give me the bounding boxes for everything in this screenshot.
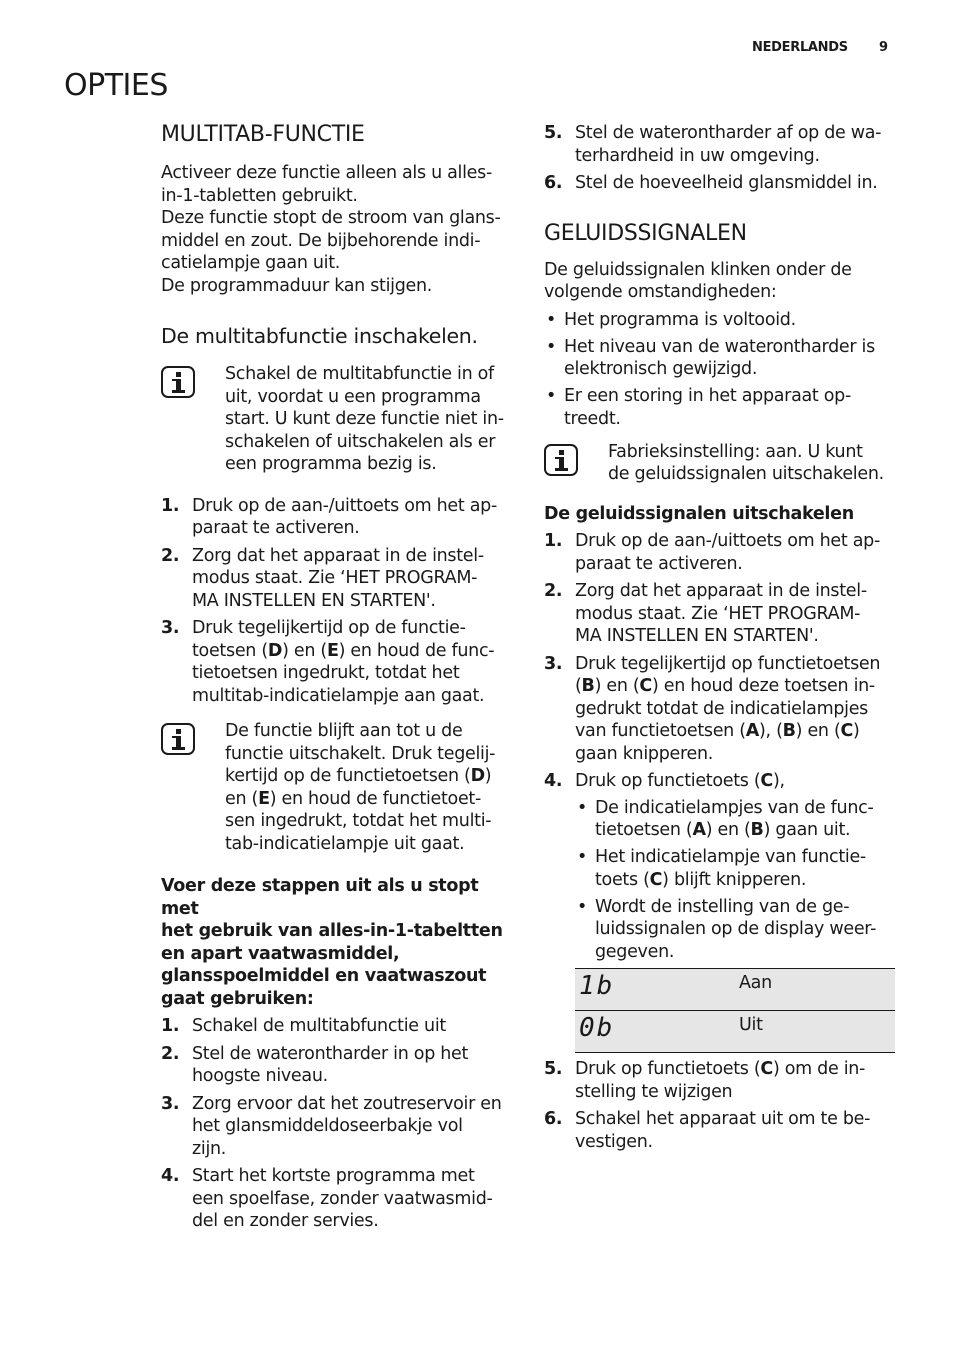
- page-title: OPTIES: [64, 68, 168, 103]
- list-item: 1. Druk op de aan-/uittoets om het ap- paraat te activeren.: [161, 495, 497, 538]
- info-note: De functie blijft aan tot u de functie uitschakelt. Druk tegelij- kertijd op de functietoetsen (D) en (E) en houd de functietoet- sen ingedrukt, totdat het multi- tab-indicatielampje uit gaat.: [161, 720, 521, 855]
- info-note: Schakel de multitabfunctie in of uit, voordat u een programma start. U kunt deze functie niet in- schakelen of uitschakelen als er een programma bezig is.: [161, 363, 521, 476]
- geluid-conditions: [544, 309, 904, 431]
- list-item: 4. Druk op functietoets (C), • De indicatielampjes van de func- tietoetsen (A) en (B) gaan uit. • Het indicatielampje van functie- toets (C) blijft knipperen. • Wordt de instelling van de ge- luidssignalen op de display weer- gegeven.: [544, 770, 904, 963]
- enable-steps: [161, 495, 521, 708]
- list-item: 1. Druk op de aan-/uittoets om het ap- paraat te activeren.: [544, 531, 880, 574]
- info-icon: [544, 444, 578, 476]
- continued-steps: [544, 122, 904, 195]
- step4-sub-bullets: [575, 797, 904, 964]
- list-item: 1. Schakel de multitabfunctie uit: [161, 1016, 446, 1036]
- stop-multitab-heading: Voer deze stappen uit als u stopt met het gebruik van alles-in-1-tabeltten en apart vaatwasmiddel, glansspoelmiddel en vaatwaszout gaat gebruiken:: [161, 876, 503, 1009]
- stop-steps: [161, 1015, 521, 1233]
- geluid-off-heading: De geluidssignalen uitschakelen: [544, 503, 854, 524]
- info-icon: [161, 366, 195, 398]
- list-item: • Het niveau van de waterontharder is elektronisch gewijzigd.: [546, 336, 875, 379]
- right-column: [544, 122, 904, 1158]
- multitab-intro: Activeer deze functie alleen als u alles- in-1-tabletten gebruikt. Deze functie stopt de stroom van glans- middel en zout. De bijbehorende indi- catielampje gaan uit. De programmaduur kan stijgen.: [161, 163, 501, 296]
- list-item: • Wordt de instelling van de ge- luidssignalen op de display weer- gegeven.: [577, 896, 877, 962]
- list-item: 3. Zorg ervoor dat het zoutreservoir en het glansmiddeldoseerbakje vol zijn.: [161, 1093, 502, 1159]
- display-table: [575, 968, 895, 1053]
- list-item: 5. Stel de waterontharder af op de wa- terhardheid in uw omgeving.: [544, 123, 882, 166]
- list-item: 3. Druk tegelijkertijd op functietoetsen (B) en (C) en houd deze toetsen in- gedrukt totdat de indicatielampjes van functietoetsen (A), (B) en (C) gaan knipperen.: [544, 653, 881, 764]
- final-steps: [544, 1058, 904, 1153]
- display-label: Aan: [739, 969, 895, 1011]
- list-item: 6. Stel de hoeveelheid glansmiddel in.: [544, 173, 878, 193]
- display-label: Uit: [739, 1011, 895, 1053]
- info-icon: [161, 723, 195, 755]
- info-note: Fabrieksinstelling: aan. U kunt de geluidssignalen uitschakelen.: [544, 441, 904, 486]
- geluid-off-steps: [544, 530, 904, 963]
- list-item: 6. Schakel het apparaat uit om te be- vestigen.: [544, 1109, 871, 1152]
- list-item: 2. Zorg dat het apparaat in de instel- modus staat. Zie ‘HET PROGRAM- MA INSTELLEN EN STARTEN'.: [544, 581, 867, 646]
- list-item: • Het indicatielampje van functie- toets (C) blijft knipperen.: [577, 847, 866, 890]
- header-language: NEDERLANDS: [752, 40, 848, 55]
- table-row: [575, 969, 895, 1011]
- page-number: 9: [879, 40, 889, 55]
- list-item: 4. Start het kortste programma met een spoelfase, zonder vaatwasmid- del en zonder servies.: [161, 1166, 493, 1231]
- list-item: 5. Druk op functietoets (C) om de in- stelling te wijzigen: [544, 1059, 866, 1102]
- list-item: • Er een storing in het apparaat op- treedt.: [546, 386, 851, 429]
- multitab-enable-heading: De multitabfunctie inschakelen.: [161, 324, 478, 348]
- list-item: 3. Druk tegelijkertijd op de functie- toetsen (D) en (E) en houd de func- tietoetsen ingedrukt, totdat het multitab-indicatielampje aan gaat.: [161, 618, 495, 706]
- list-item: 2. Stel de waterontharder in op het hoogste niveau.: [161, 1043, 469, 1086]
- table-row: [575, 1011, 895, 1053]
- left-column: [161, 120, 521, 1238]
- multitab-heading: MULTITAB-FUNCTIE: [161, 122, 365, 147]
- display-symbol: 0b: [579, 1013, 615, 1043]
- display-symbol: 1b: [579, 971, 615, 1001]
- geluid-intro: De geluidssignalen klinken onder de volgende omstandigheden:: [544, 259, 852, 302]
- list-item: • Het programma is voltooid.: [546, 309, 796, 330]
- geluid-heading: GELUIDSSIGNALEN: [544, 220, 747, 246]
- list-item: • De indicatielampjes van de func- tietoetsen (A) en (B) gaan uit.: [577, 797, 874, 840]
- list-item: 2. Zorg dat het apparaat in de instel- modus staat. Zie ‘HET PROGRAM- MA INSTELLEN EN STARTEN'.: [161, 545, 484, 611]
